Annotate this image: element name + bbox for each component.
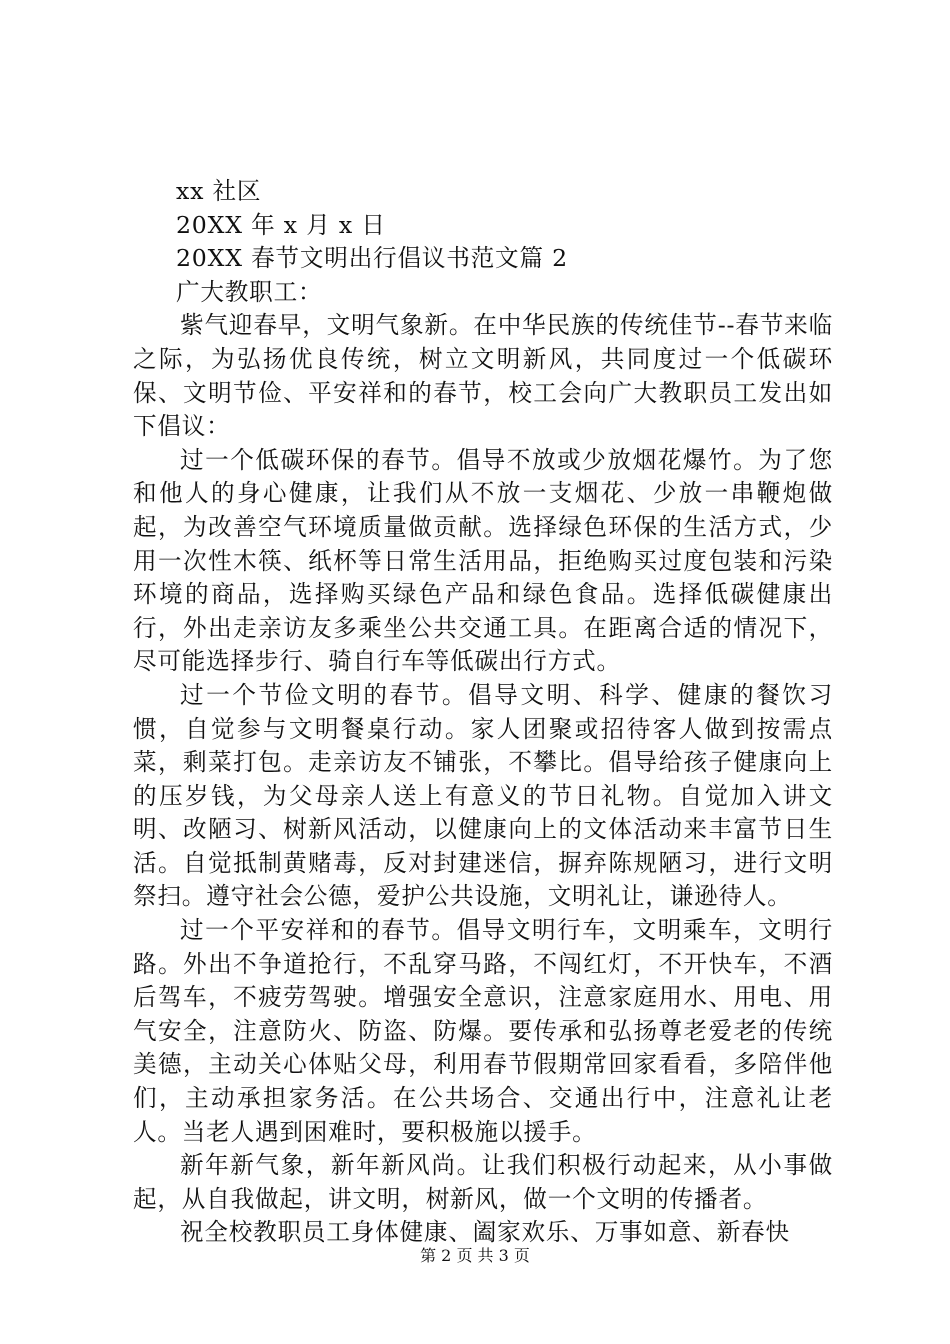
paragraph-safety: 过一个平安祥和的春节。倡导文明行车，文明乘车，文明行路。外出不争道抢行，不乱穿马路，不闯红灯，不开快车，不酒后驾车，不疲劳驾驶。增强安全意识，注意家庭用水、用电、用气安全，注意防火、防盗、防爆。要传承和弘扬尊老爱老的传统美德，主动关心体贴父母，利用春节假期常回家看看，多陪伴他们，主动承担家务活。在公共场合、交通出行中，注意礼让老人。当老人遇到困难时，要积极施以援手。 bbox=[133, 916, 833, 1146]
document-body bbox=[133, 175, 833, 1250]
paragraph-intro: 紫气迎春早，文明气象新。在中华民族的传统佳节--春节来临之际，为弘扬优良传统，树立文明新风，共同度过一个低碳环保、文明节俭、平安祥和的春节，校工会向广大教职员工发出如下倡议： bbox=[133, 311, 833, 441]
page-footer: 第 2 页 共 3 页 bbox=[420, 1246, 530, 1265]
salutation: 广大教职工： bbox=[176, 277, 323, 306]
paragraph-low-carbon: 过一个低碳环保的春节。倡导不放或少放烟花爆竹。为了您和他人的身心健康，让我们从不放一支烟花、少放一串鞭炮做起，为改善空气环境质量做贡献。选择绿色环保的生活方式，少用一次性木筷、纸杯等日常生活用品，拒绝购买过度包装和污染环境的商品，选择购买绿色产品和绿色食品。选择低碳健康出行，外出走亲访友多乘坐公共交通工具。在距离合适的情况下，尽可能选择步行、骑自行车等低碳出行方式。 bbox=[133, 445, 833, 676]
document-title: 20XX 春节文明出行倡议书范文篇 2 bbox=[176, 244, 568, 273]
paragraph-frugal: 过一个节俭文明的春节。倡导文明、科学、健康的餐饮习惯，自觉参与文明餐桌行动。家人团聚或招待客人做到按需点菜，剩菜打包。走亲访友不铺张，不攀比。倡导给孩子健康向上的压岁钱，为父母亲人送上有意义的节日礼物。自觉加入讲文明、改陋习、树新风活动，以健康向上的文体活动来丰富节日生活。自觉抵制黄赌毒，反对封建迷信，摒弃陈规陋习，进行文明祭扫。遵守社会公德，爱护公共设施，文明礼让，谦逊待人。 bbox=[133, 680, 833, 911]
paragraph-wishes: 祝全校教职员工身体健康、阖家欢乐、万事如意、新春快 bbox=[180, 1218, 790, 1247]
document-date: 20XX 年 x 月 x 日 bbox=[176, 210, 386, 239]
paragraph-call-to-action: 新年新气象，新年新风尚。让我们积极行动起来，从小事做起，从自我做起，讲文明，树新风，做一个文明的传播者。 bbox=[133, 1151, 833, 1213]
org-name: xx 社区 bbox=[176, 177, 262, 205]
